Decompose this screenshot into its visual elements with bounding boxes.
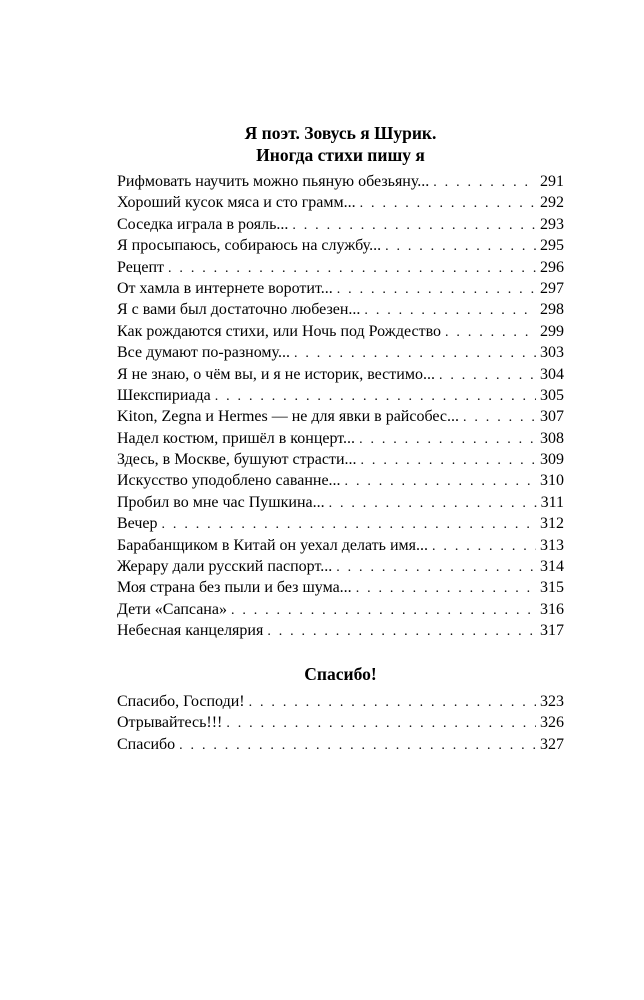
toc-entry xyxy=(117,470,564,491)
toc-entry xyxy=(117,171,564,192)
dot-leader xyxy=(249,692,536,713)
toc-entry-title: Вечер xyxy=(117,515,158,533)
dot-leader xyxy=(168,258,536,279)
dot-leader xyxy=(356,578,536,599)
toc-entry-page-number: 315 xyxy=(540,579,564,597)
toc-entry-title: Отрывайтесь!!! xyxy=(117,714,223,732)
toc-entry-page-number: 297 xyxy=(540,279,564,297)
toc-entry-title: Искусство уподоблено саванне... xyxy=(117,472,341,490)
toc-entry xyxy=(117,235,564,256)
toc-entry xyxy=(117,599,564,620)
toc-entry xyxy=(117,449,564,470)
toc-entry-page-number: 299 xyxy=(540,322,564,340)
toc-entry-page-number: 309 xyxy=(540,451,564,469)
dot-leader xyxy=(162,514,536,535)
toc-entry-title: Шекспириада xyxy=(117,386,211,404)
toc-entry-title: Барабанщиком в Китай он уехал делать имя... xyxy=(117,536,429,554)
toc-entry-title: Жерару дали русский паспорт... xyxy=(117,558,333,576)
toc-entry-title: От хамла в интернете воротит... xyxy=(117,279,333,297)
toc-entry xyxy=(117,364,564,385)
section-title-line: Я поэт. Зовусь я Шурик. xyxy=(244,123,437,143)
dot-leader xyxy=(445,322,536,343)
toc-entry-title: Спасибо xyxy=(117,735,176,753)
section-title-line: Иногда стихи пишу я xyxy=(256,145,425,165)
toc-entry-title: Рифмовать научить можно пьяную обезьяну... xyxy=(117,173,430,190)
toc-entry-page-number: 307 xyxy=(540,408,564,426)
toc-entry xyxy=(117,577,564,598)
toc-entry-page-number: 305 xyxy=(540,386,564,404)
dot-leader xyxy=(215,386,536,407)
section-title-line: Спасибо! xyxy=(304,664,377,684)
toc-entry-page-number: 298 xyxy=(540,301,564,319)
toc-entry-title: Я просыпаюсь, собираюсь на службу... xyxy=(117,237,382,255)
dot-leader xyxy=(179,735,536,756)
toc-entry-page-number: 316 xyxy=(540,600,564,618)
toc-entry-page-number: 292 xyxy=(540,194,564,212)
toc-entry-page-number: 296 xyxy=(540,258,564,276)
toc-entry xyxy=(117,513,564,534)
dot-leader xyxy=(360,193,536,214)
dot-leader xyxy=(226,713,536,734)
dot-leader xyxy=(432,536,536,557)
toc-entry-title: Рецепт xyxy=(117,258,165,276)
toc-entry-title: Я не знаю, о чём вы, и я не историк, вестимо... xyxy=(117,365,435,383)
dot-leader xyxy=(359,429,536,450)
toc-entry-title: Небесная канцелярия xyxy=(117,622,264,640)
toc-entry xyxy=(117,734,564,755)
toc-entry xyxy=(117,321,564,342)
dot-leader xyxy=(336,557,536,578)
toc-section-poems xyxy=(117,122,564,642)
toc-entry-page-number: 314 xyxy=(540,558,564,576)
toc-entry xyxy=(117,406,564,427)
toc-entry-page-number: 317 xyxy=(540,622,564,640)
dot-leader xyxy=(463,407,536,428)
toc-entry xyxy=(117,385,564,406)
toc-entry-title: Надел костюм, пришёл в концерт... xyxy=(117,429,356,447)
toc-entry-title: Дети «Сапсана» xyxy=(117,600,227,618)
toc-entry-page-number: 291 xyxy=(540,173,564,190)
toc-entry-title: Соседка играла в рояль... xyxy=(117,215,289,233)
dot-leader xyxy=(267,621,536,642)
toc-entry-title: Как рождаются стихи, или Ночь под Рождество xyxy=(117,322,442,340)
toc-entry xyxy=(117,278,564,299)
dot-leader xyxy=(294,343,536,364)
dot-leader xyxy=(433,172,536,193)
toc-list xyxy=(117,691,564,755)
toc-entry-page-number: 295 xyxy=(540,237,564,255)
dot-leader xyxy=(361,450,536,471)
toc-entry-page-number: 327 xyxy=(540,735,564,753)
dot-leader xyxy=(329,493,537,514)
dot-leader xyxy=(292,215,536,236)
toc-entry xyxy=(117,257,564,278)
toc-entry xyxy=(117,556,564,577)
toc-entry xyxy=(117,712,564,733)
toc-entry-title: Я с вами был достаточно любезен... xyxy=(117,301,361,319)
toc-entry-title: Хороший кусок мяса и сто грамм... xyxy=(117,194,356,212)
toc-entry-page-number: 326 xyxy=(540,714,564,732)
toc-entry xyxy=(117,192,564,213)
dot-leader xyxy=(231,600,536,621)
toc-section-thanks xyxy=(117,663,564,755)
toc-entry-title: Все думают по-разному... xyxy=(117,344,290,362)
toc-entry-page-number: 312 xyxy=(540,515,564,533)
toc-entry-title: Здесь, в Москве, бушуют страсти... xyxy=(117,451,357,469)
toc-entry xyxy=(117,299,564,320)
dot-leader xyxy=(337,279,536,300)
toc-entry-title: Пробил во мне час Пушкина... xyxy=(117,493,325,511)
toc-entry xyxy=(117,691,564,712)
toc-entry xyxy=(117,535,564,556)
toc-entry xyxy=(117,428,564,449)
toc-entry-page-number: 293 xyxy=(540,215,564,233)
toc-entry xyxy=(117,492,564,513)
toc-entry xyxy=(117,342,564,363)
toc-entry-page-number: 308 xyxy=(540,429,564,447)
toc-entry-page-number: 310 xyxy=(540,472,564,490)
toc-entry xyxy=(117,620,564,641)
toc-entry-page-number: 304 xyxy=(540,365,564,383)
toc-entry-page-number: 303 xyxy=(540,344,564,362)
toc-entry-page-number: 323 xyxy=(540,693,564,710)
toc-entry-title: Спасибо, Господи! xyxy=(117,693,245,710)
toc-entry-title: Kiton, Zegna и Hermes — не для явки в райсобес... xyxy=(117,408,459,426)
dot-leader xyxy=(439,365,536,386)
toc-entry-title: Моя страна без пыли и без шума... xyxy=(117,579,352,597)
toc-list xyxy=(117,171,564,642)
toc-entry-page-number: 313 xyxy=(540,536,564,554)
dot-leader xyxy=(345,471,536,492)
dot-leader xyxy=(385,236,536,257)
dot-leader xyxy=(364,300,536,321)
toc-entry xyxy=(117,214,564,235)
toc-entry-page-number: 311 xyxy=(540,493,564,511)
